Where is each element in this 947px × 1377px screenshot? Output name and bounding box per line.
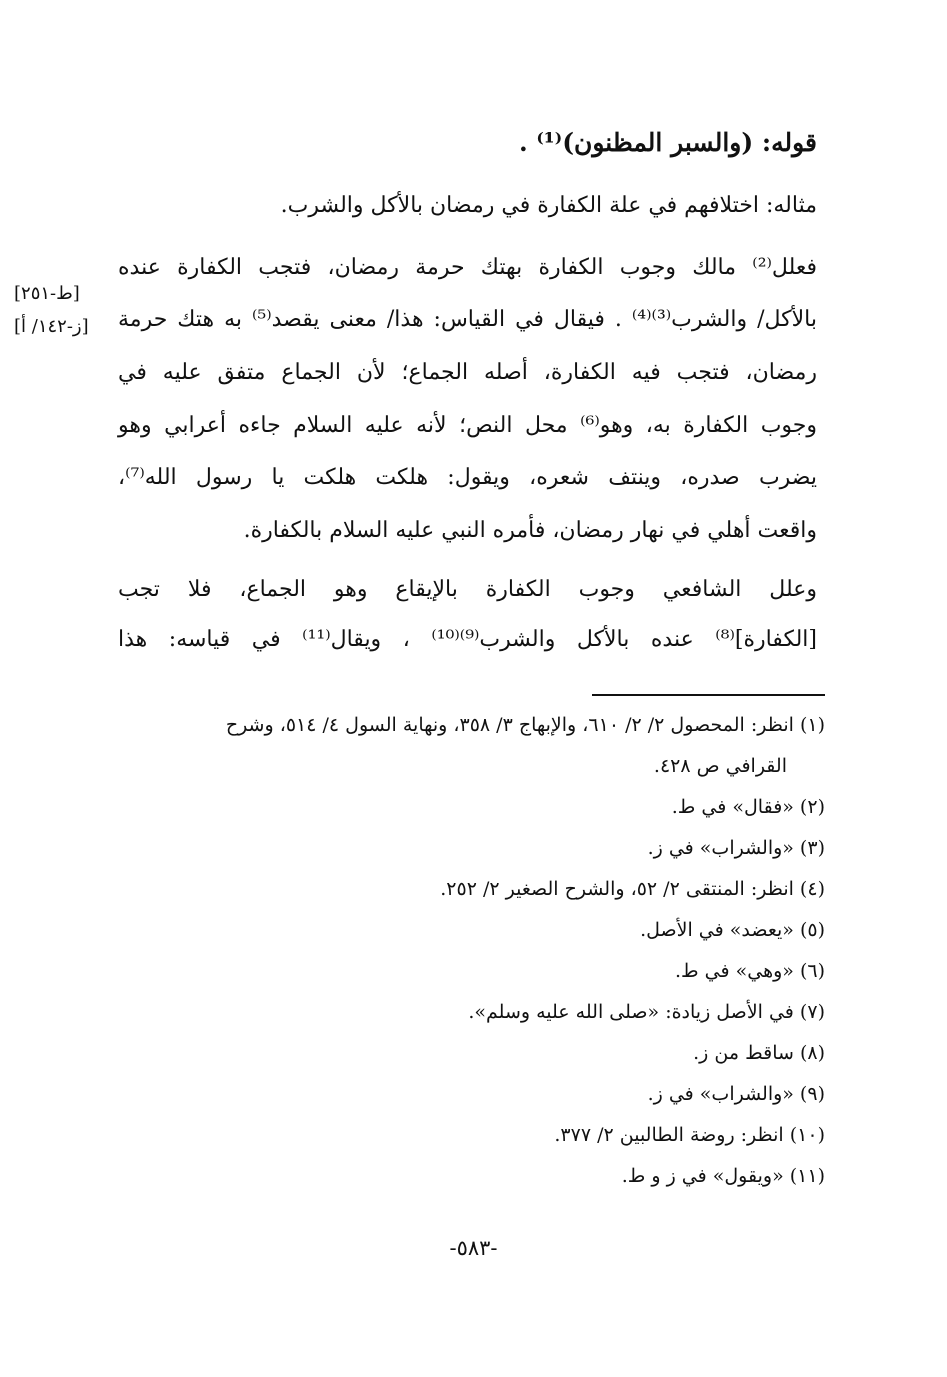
footnote-line: (٤) انظر: المنتقى ٢/ ٥٢، والشرح الصغير ٢/ ٢٥٢. (440, 878, 825, 900)
footnote-line: (٥) «يعضد» في الأصل. (640, 919, 825, 941)
footnote-line: (١) انظر: المحصول ٢/ ٢/ ٦١٠، والإبهاج ٣/ ٣٥٨، ونهاية السول ٤/ ٥١٤، وشرح (225, 714, 825, 736)
page-number: -٥٨٣- (449, 1236, 498, 1260)
paragraph-line: واقعت أهلي في نهار رمضان، فأمره النبي عليه السلام بالكفارة. (243, 518, 817, 543)
footnote-line: (٣) «والشراب» في ز. (647, 837, 825, 859)
paragraph-line: وعلل الشافعي وجوب الكفارة بالإيقاع وهو الجماع، فلا تجب (118, 577, 817, 602)
footnote-line: (٢) «فقال» في ط. (671, 796, 825, 818)
footnote-line: (٨) ساقط من ز. (693, 1042, 825, 1064)
footnote-line: (١١) «ويقول» في ز و ط. (621, 1165, 825, 1187)
paragraph-line: رمضان، فتجب فيه الكفارة، أصله الجماع؛ لأن الجماع متفق عليه في (118, 360, 817, 385)
footnote-line: (٧) في الأصل زيادة: «صلى الله عليه وسلم». (468, 1001, 825, 1023)
footnote-line: (٦) «وهي» في ط. (675, 960, 825, 982)
paragraph-line: بالأكل/ والشرب⁽³⁾⁽⁴⁾ . فيقال في القياس: هذا/ معنى يقصد⁽⁵⁾ به هتك حرمة (118, 307, 817, 332)
margin-note: [ط-٢٥١] (14, 283, 80, 304)
paragraph-line: مثاله: اختلافهم في علة الكفارة في رمضان بالأكل والشرب. (280, 193, 817, 218)
footnote-line: (١٠) انظر: روضة الطالبين ٢/ ٣٧٧. (554, 1124, 825, 1146)
paragraph-line: وجوب الكفارة به، وهو⁽⁶⁾ محل النص؛ لأنه عليه السلام جاءه أعرابي وهو (118, 413, 818, 438)
heading-line: قوله: (والسبر المظنون)⁽¹⁾ . (518, 128, 817, 157)
footnote-separator (592, 694, 825, 696)
paragraph-line: فعلل⁽²⁾ مالك وجوب الكفارة بهتك حرمة رمضان، فتجب الكفارة عنده (118, 255, 817, 280)
paragraph-line: [الكفارة]⁽⁸⁾ عنده بالأكل والشرب⁽⁹⁾⁽¹⁰⁾ ، ويقال⁽¹¹⁾ في قياسه: هذا (118, 627, 817, 652)
footnote-line: القرافي ص ٤٢٨. (653, 755, 787, 777)
paragraph-line: يضرب صدره، وينتف شعره، ويقول: هلكت هلكت يا رسول الله⁽⁷⁾، (118, 465, 817, 490)
margin-note: [ز-١٤٢/ أ] (14, 316, 89, 337)
footnote-line: (٩) «والشراب» في ز. (647, 1083, 825, 1105)
